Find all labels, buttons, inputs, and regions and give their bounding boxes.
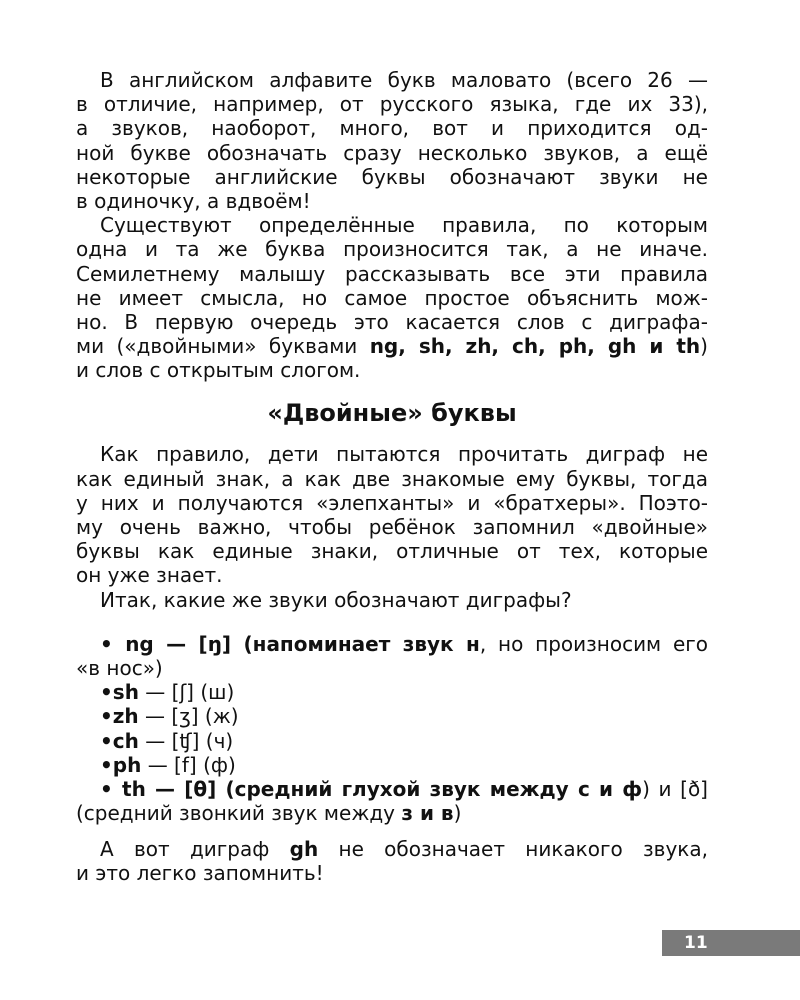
text-line: он уже знает. [76,563,223,588]
digraph-bullet-list [76,632,708,826]
paragraph-intro [76,68,708,213]
digraph-list: ng, sh, zh, ch, ph, gh и th [369,334,701,359]
text-line: как единый знак, а как две знакомые ему буквы, тогда [76,466,708,491]
list-item-ng-cont: «в нос») [76,655,163,680]
text-line-question: Итак, какие же звуки обозначают диграфы? [100,587,572,612]
text-line: и это легко запомнить! [76,861,324,886]
text-line: Семилетнему малышу рассказывать все эти правила [76,261,708,286]
list-item-ch: •ch — [ʧ] (ч) [100,728,234,753]
text-line-digraphs [76,334,708,358]
section-heading: «Двойные» буквы [267,399,517,428]
text-line: ной букве обозначать сразу несколько звуков, а ещё [76,140,708,165]
text-line: в отличие, например, от русского языка, где их 33), [76,92,708,117]
paragraph-gh [76,837,708,885]
text-line: а звуков, наоборот, много, вот и приходится од- [76,116,708,141]
text-line: не имеет смысла, но самое простое объяснить мож- [76,285,708,310]
list-item-ng: • ng — [ŋ] (напоминает звук н, но произносим его [100,631,708,656]
text-line: му очень важно, чтобы ребёнок запомнил «двойные» [76,515,708,539]
text-span: ми («двойными» буквами [76,334,370,359]
text-line: Существуют определённые правила, по которым [100,213,708,238]
text-line-gh: А вот диграф gh не обозначает никакого звука, [100,837,708,862]
page-content [76,68,708,886]
text-line: В английском алфавите букв маловато (всего 26 — [100,68,708,92]
text-line: и слов с открытым слогом. [76,358,361,383]
text-line: буквы как единые знаки, отличные от тех, которые [76,539,708,564]
page-number: 11 [662,930,800,956]
list-item-sh: •sh — [ʃ] (ш) [100,680,235,705]
text-line: некоторые английские буквы обозначают звуки не [76,164,708,189]
list-item-zh: •zh — [ʒ] (ж) [100,704,239,729]
text-line: у них и получаются «элепханты» и «братхеры». Поэто- [76,490,708,515]
list-item-ph: •ph — [f] (ф) [100,752,236,777]
text-line: Как правило, дети пытаются прочитать диграф не [100,442,708,467]
text-line: но. В первую очередь это касается слов с диграфа- [76,309,708,334]
text-span: ) [700,334,708,359]
list-item-th: • th — [θ] (средний глухой звук между с и ф) и [ð] [100,776,708,801]
text-line: одна и та же буква произносится так, а не иначе. [76,237,708,262]
paragraph-rules [76,213,708,382]
list-item-th-cont: (средний звонкий звук между з и в) [76,801,462,826]
paragraph-digraphs [76,442,708,611]
text-line: в одиночку, а вдвоём! [76,188,311,213]
